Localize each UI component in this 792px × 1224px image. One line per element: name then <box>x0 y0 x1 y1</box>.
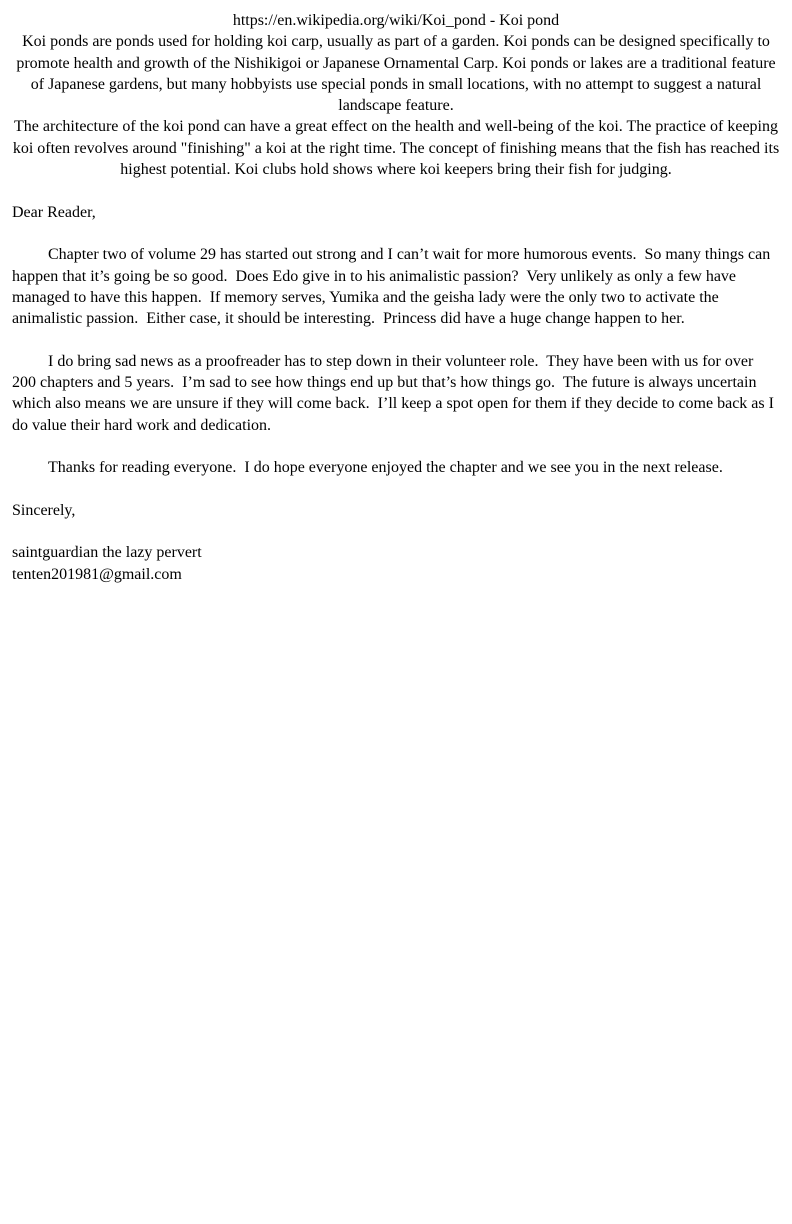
koi-pond-paragraph-2: The architecture of the koi pond can have a great effect on the health and well-being of the koi. The practice of keeping koi often revolves around "finishing" a koi at the right time. The concept of finishing means that the fish has reached its highest potential. Koi clubs hold shows where koi keepers bring their fish for judging. <box>12 118 780 179</box>
signature-name: saintguardian the lazy pervert <box>12 544 202 562</box>
letter-paragraph-1: Chapter two of volume 29 has started out strong and I can’t wait for more humorous events. So many things can happen that it’s going be so good. Does Edo give in to his animalistic passion? Very unlikely as only a few have managed to have this happen. If memory serves, Yumika and the geisha lady were the only two to activate the animalistic passion. Either case, it should be interesting. Princess did have a huge change happen to her. <box>12 246 775 328</box>
letter-paragraph-3: Thanks for reading everyone. I do hope everyone enjoyed the chapter and we see you in the next release. <box>48 459 723 477</box>
salutation: Dear Reader, <box>12 203 96 221</box>
signature-block <box>12 542 780 585</box>
letter-paragraph-2: I do bring sad news as a proofreader has to step down in their volunteer role. They have been with us for over 200 chapters and 5 years. I’m sad to see how things end up but that’s how things go. The future is always uncertain which also means we are unsure if they will come back. I’ll keep a spot open for them if they decide to come back as I do value their hard work and dedication. <box>12 352 778 434</box>
reader-letter <box>12 202 780 585</box>
closing: Sincerely, <box>12 501 76 519</box>
koi-pond-paragraph-1: Koi ponds are ponds used for holding koi carp, usually as part of a garden. Koi ponds can be designed specifically to promote health and growth of the Nishikigoi or Japanese Ornamental Carp. Koi ponds or lakes are a traditional feature of Japanese gardens, but many hobbyists use special ponds in small locations, with no attempt to suggest a natural landscape feature. <box>16 33 776 115</box>
signature-email: tenten201981@gmail.com <box>12 565 182 583</box>
wikipedia-excerpt-block <box>12 10 780 180</box>
source-url-line: https://en.wikipedia.org/wiki/Koi_pond - Koi pond <box>232 12 560 29</box>
